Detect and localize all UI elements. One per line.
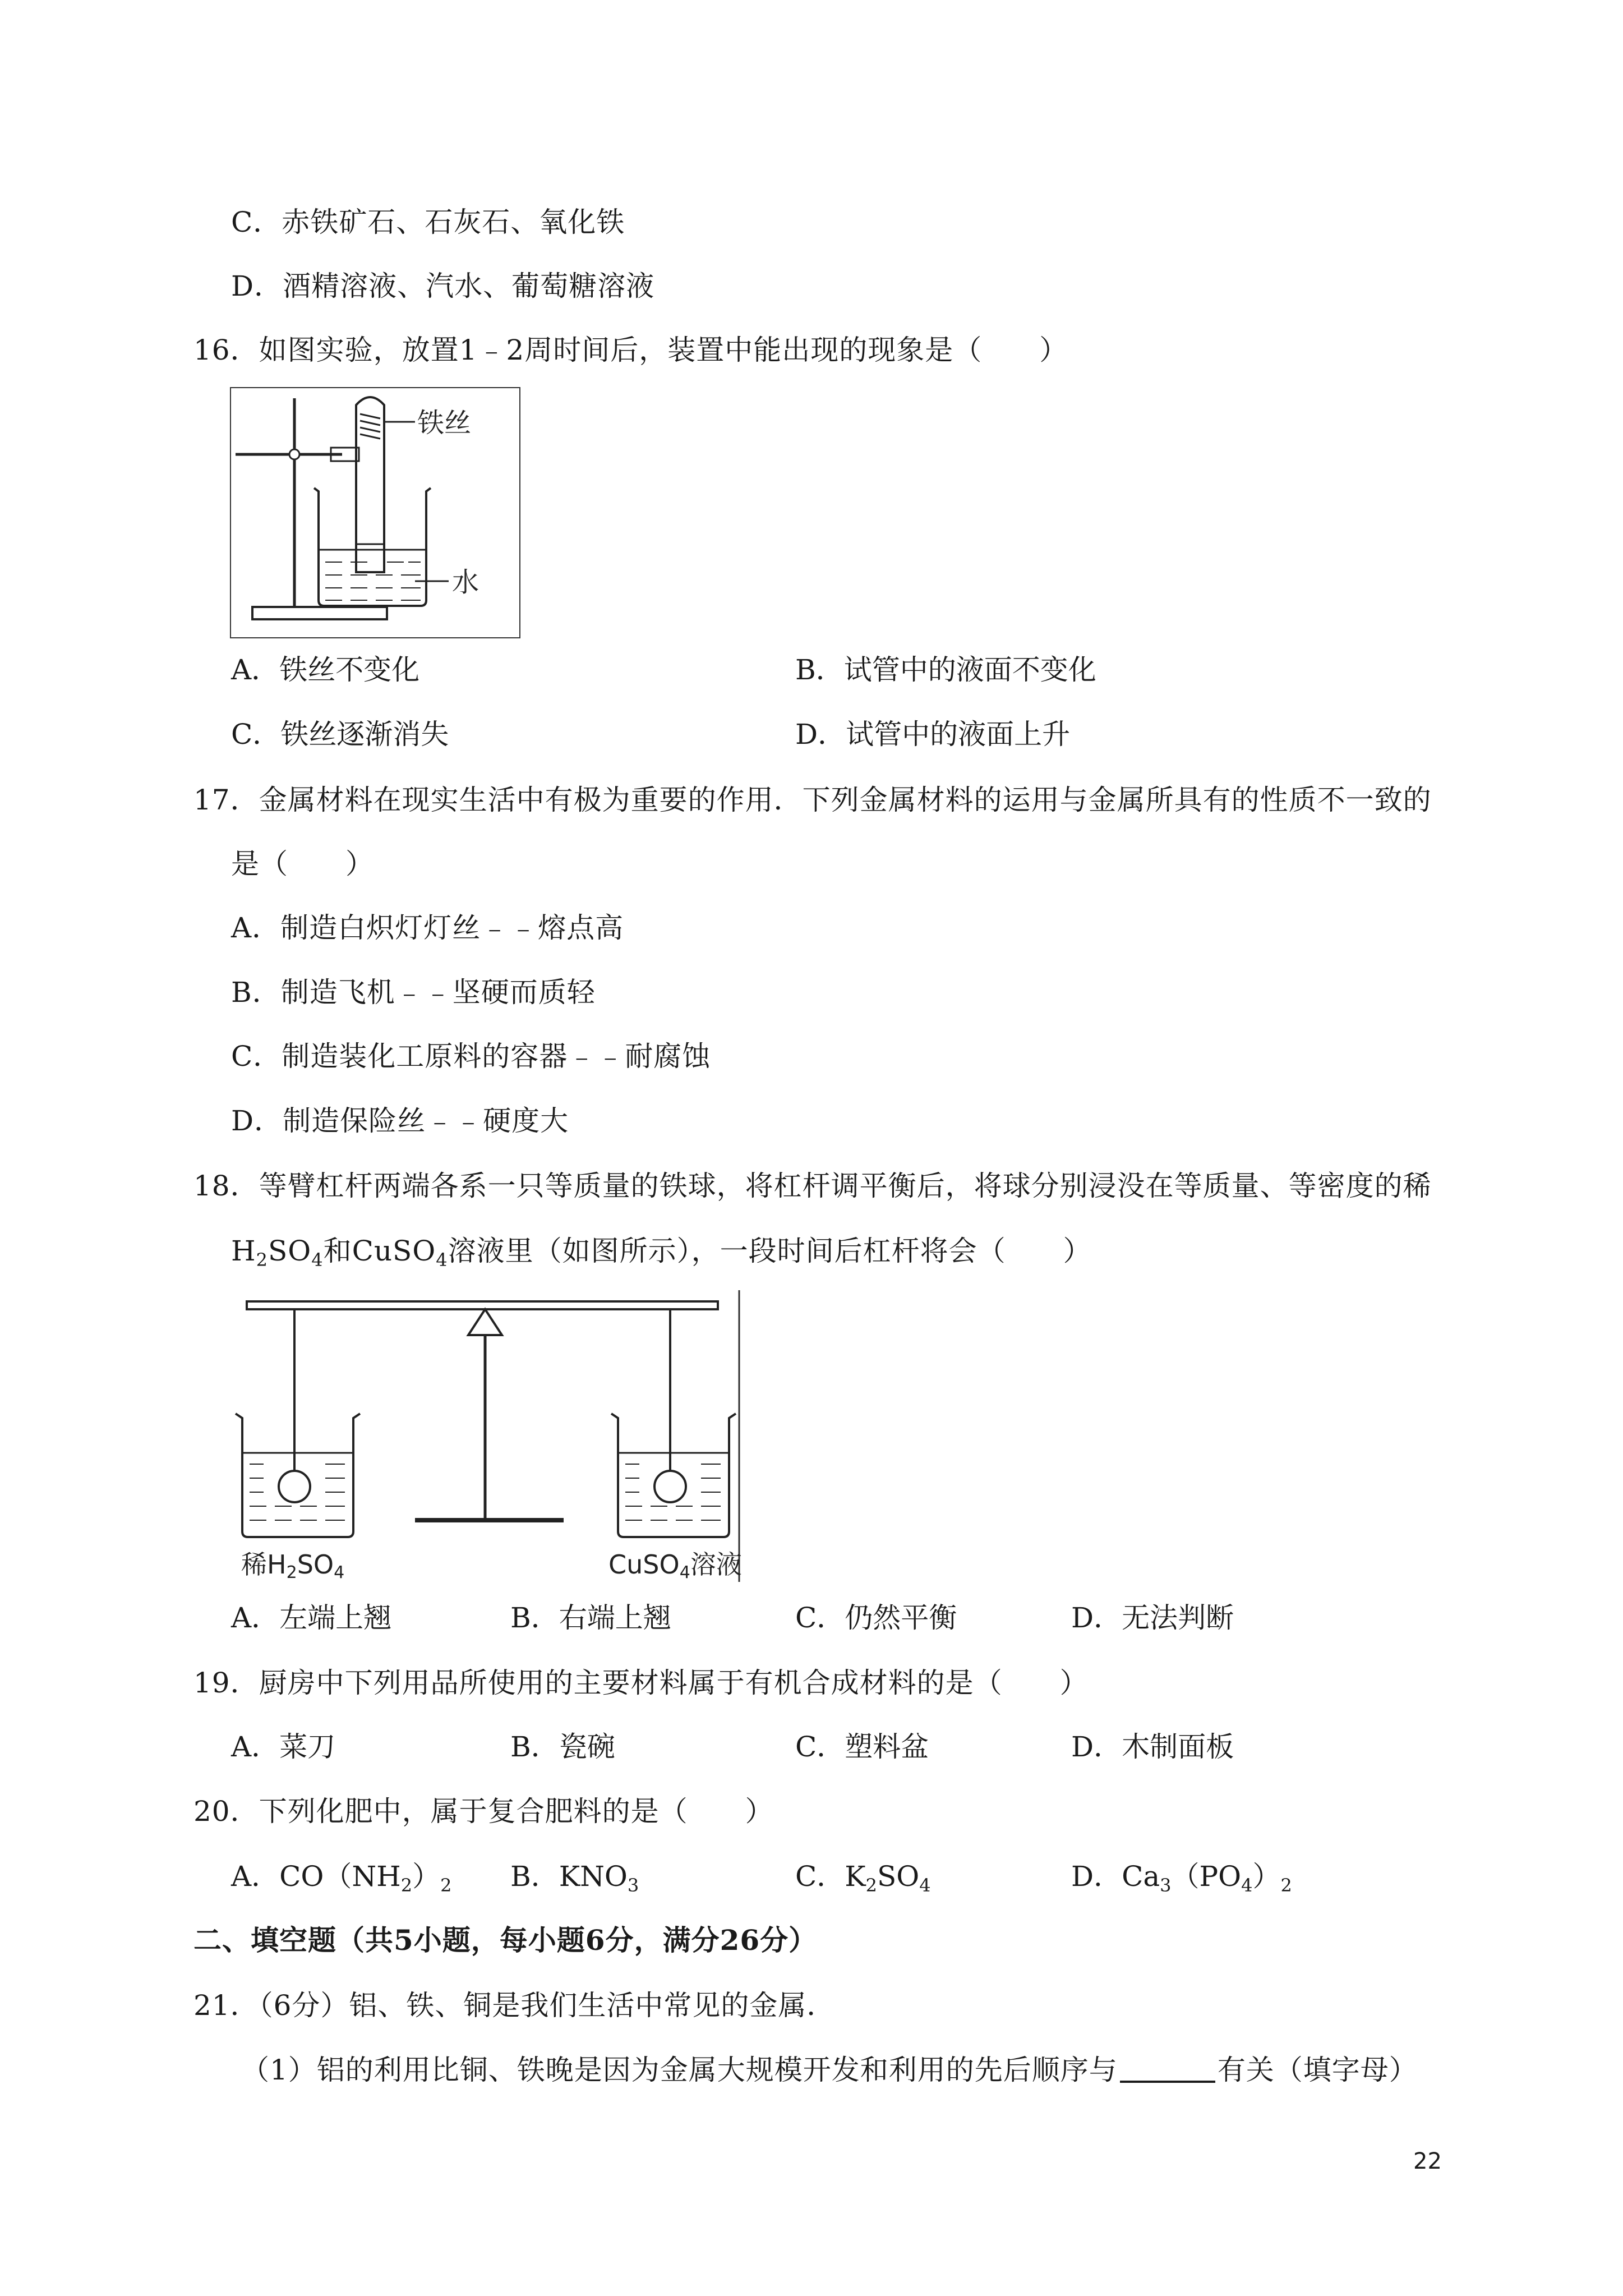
- page-number: 22: [1413, 2148, 1442, 2174]
- q15-option-d: D．酒精溶液、汽水、葡萄糖溶液: [231, 270, 655, 302]
- q17-stem-line1: 17．金属材料在现实生活中有极为重要的作用．下列金属材料的运用与金属所具有的性质不一致的: [193, 784, 1432, 816]
- q21-stem: 21．（6分）铝、铁、铜是我们生活中常见的金属．: [193, 1989, 836, 2022]
- stand-base: [252, 607, 387, 619]
- label-water: 水: [452, 567, 479, 598]
- right-iron-ball: [654, 1471, 686, 1502]
- water-hatching: [325, 562, 421, 600]
- q17-option-b: B．制造飞机﹣﹣坚硬而质轻: [231, 976, 596, 1009]
- q19-option-a: A．菜刀: [231, 1731, 336, 1763]
- label-right-cuso4-solution: CuSO4溶液: [608, 1549, 742, 1582]
- left-iron-ball: [279, 1471, 310, 1502]
- lever-bar: [247, 1301, 718, 1309]
- q19-option-d: D．木制面板: [1071, 1731, 1234, 1763]
- q20-option-c: C．$K_2SO_4$: [795, 1860, 931, 1896]
- q17-option-a: A．制造白炽灯灯丝﹣﹣熔点高: [231, 912, 624, 944]
- section-heading-fill-in: 二、填空题（共5小题，每小题6分，满分26分）: [193, 1924, 818, 1957]
- q18-option-d: D．无法判断: [1071, 1602, 1234, 1634]
- q19-stem: 19．厨房中下列用品所使用的主要材料属于有机合成材料的是（ ）: [193, 1667, 1089, 1699]
- q20-option-b: B．$KNO_3$: [510, 1860, 639, 1896]
- q21-sub1: （1）铝的利用比铜、铁晚是因为金属大规模开发和利用的先后顺序与 有关（填字母）: [241, 2054, 1418, 2086]
- q16-option-a: A．铁丝不变化: [231, 654, 420, 686]
- q16-option-c: C．铁丝逐渐消失: [231, 718, 449, 751]
- q16-option-d: D．试管中的液面上升: [795, 718, 1071, 751]
- fulcrum: [468, 1309, 502, 1335]
- q16-option-b: B．试管中的液面不变化: [795, 654, 1096, 686]
- q16-stem: 16．如图实验，放置1﹣2周时间后，装置中能出现的现象是（ ）: [193, 334, 1068, 366]
- q20-option-a: A．$CO(NH_2)_2$: [231, 1860, 452, 1896]
- q17-option-c: C．制造装化工原料的容器﹣﹣耐腐蚀: [231, 1040, 711, 1073]
- q17-stem-line2: 是（ ）: [231, 848, 374, 880]
- q17-option-d: D．制造保险丝﹣﹣硬度大: [231, 1105, 569, 1137]
- q18-stem-line1: 18．等臂杠杆两端各系一只等质量的铁球，将杠杆调平衡后，将球分别浸没在等质量、等密度的稀: [193, 1170, 1432, 1202]
- iron-wire-coil: [360, 414, 380, 439]
- q15-option-c: C．赤铁矿石、石灰石、氧化铁: [231, 206, 625, 238]
- answer-blank[interactable]: [1120, 2055, 1215, 2083]
- q19-option-b: B．瓷碗: [510, 1731, 615, 1763]
- q16-figure-iron-wire-experiment: [230, 387, 522, 639]
- q20-stem: 20．下列化肥中，属于复合肥料的是（ ）: [193, 1795, 774, 1828]
- label-left-dilute-h2so4: 稀H2SO4: [241, 1549, 345, 1582]
- q18-stem-line2: $H_2SO_4$和CuSO$_4$溶液里（如图所示），一段时间后杠杆将会（ ）: [231, 1235, 1092, 1271]
- figure-frame: [230, 388, 520, 638]
- q18-option-b: B．右端上翘: [510, 1602, 671, 1634]
- q20-option-d: D．$Ca_3(PO_4)_2$: [1071, 1860, 1292, 1896]
- q18-figure-lever-balance: [230, 1290, 751, 1582]
- label-iron-wire: 铁丝: [417, 407, 472, 439]
- q18-option-a: A．左端上翘: [231, 1602, 392, 1634]
- q19-option-c: C．塑料盆: [795, 1731, 929, 1763]
- q18-option-c: C．仍然平衡: [795, 1602, 957, 1634]
